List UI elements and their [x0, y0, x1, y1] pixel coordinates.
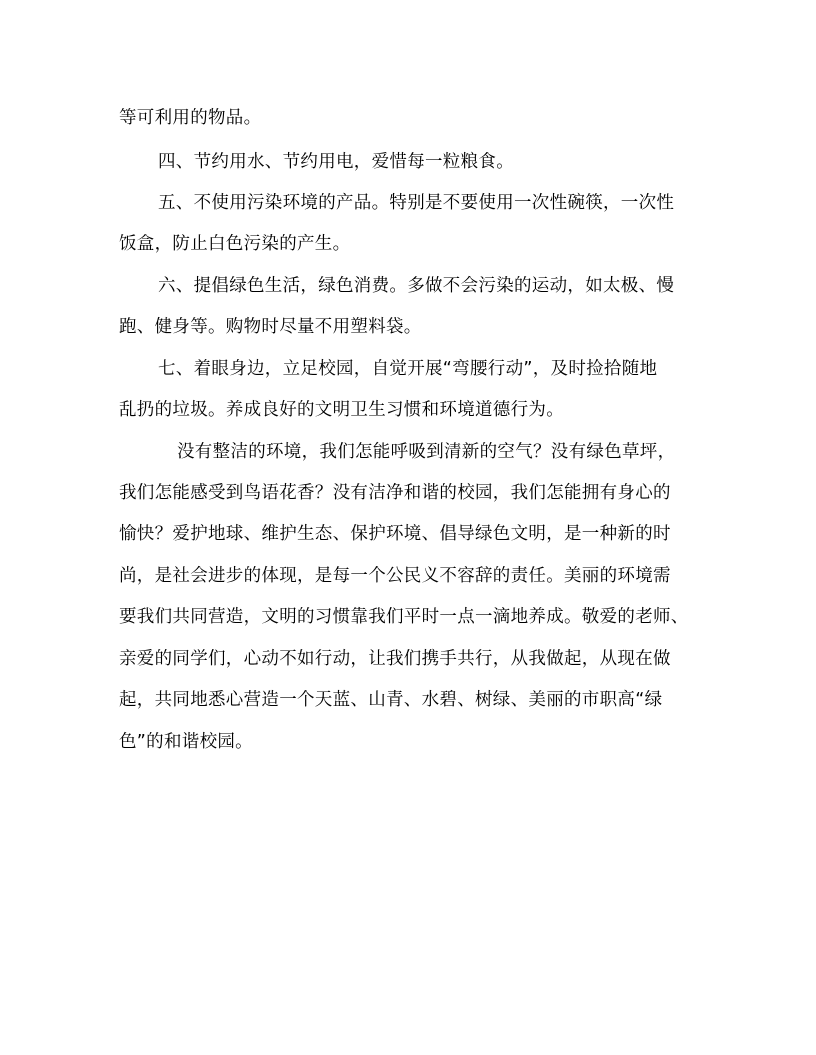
text-line: 等可利用的物品。: [119, 108, 262, 128]
text-line: 乱扔的垃圾。养成良好的文明卫生习惯和环境道德行为。: [119, 400, 564, 420]
text-line: 我们怎能感受到鸟语花香？没有洁净和谐的校园，我们怎能拥有身心的: [119, 483, 671, 503]
text-line: 跑、健身等。购物时尽量不用塑料袋。: [119, 317, 422, 337]
text-line: 要我们共同营造，文明的习惯靠我们平时一点一滴地养成。敬爱的老师、: [119, 607, 689, 627]
text-line: 七、着眼身边，立足校园，自觉开展“弯腰行动”，及时捡拾随地: [158, 359, 658, 379]
text-line: 没有整洁的环境，我们怎能呼吸到清新的空气？没有绿色草坪，: [177, 442, 676, 462]
text-line: 愉快？爱护地球、维护生态、保护环境、倡导绿色文明，是一种新的时: [119, 524, 671, 544]
text-line: 起，共同地悉心营造一个天蓝、山青、水碧、树绿、美丽的市职高“绿: [119, 690, 663, 710]
text-line: 五、不使用污染环境的产品。特别是不要使用一次性碗筷，一次性: [158, 193, 675, 213]
text-line: 亲爱的同学们，心动不如行动，让我们携手共行，从我做起，从现在做: [119, 649, 671, 669]
text-line: 四、节约用水、节约用电，爱惜每一粒粮食。: [158, 152, 514, 172]
text-line: 六、提倡绿色生活，绿色消费。多做不会污染的运动，如太极、慢: [158, 276, 675, 296]
text-line: 色”的和谐校园。: [119, 732, 253, 752]
text-line: 尚，是社会进步的体现，是每一个公民义不容辞的责任。美丽的环境需: [119, 566, 671, 586]
text-line: 饭盒，防止白色污染的产生。: [119, 234, 351, 254]
